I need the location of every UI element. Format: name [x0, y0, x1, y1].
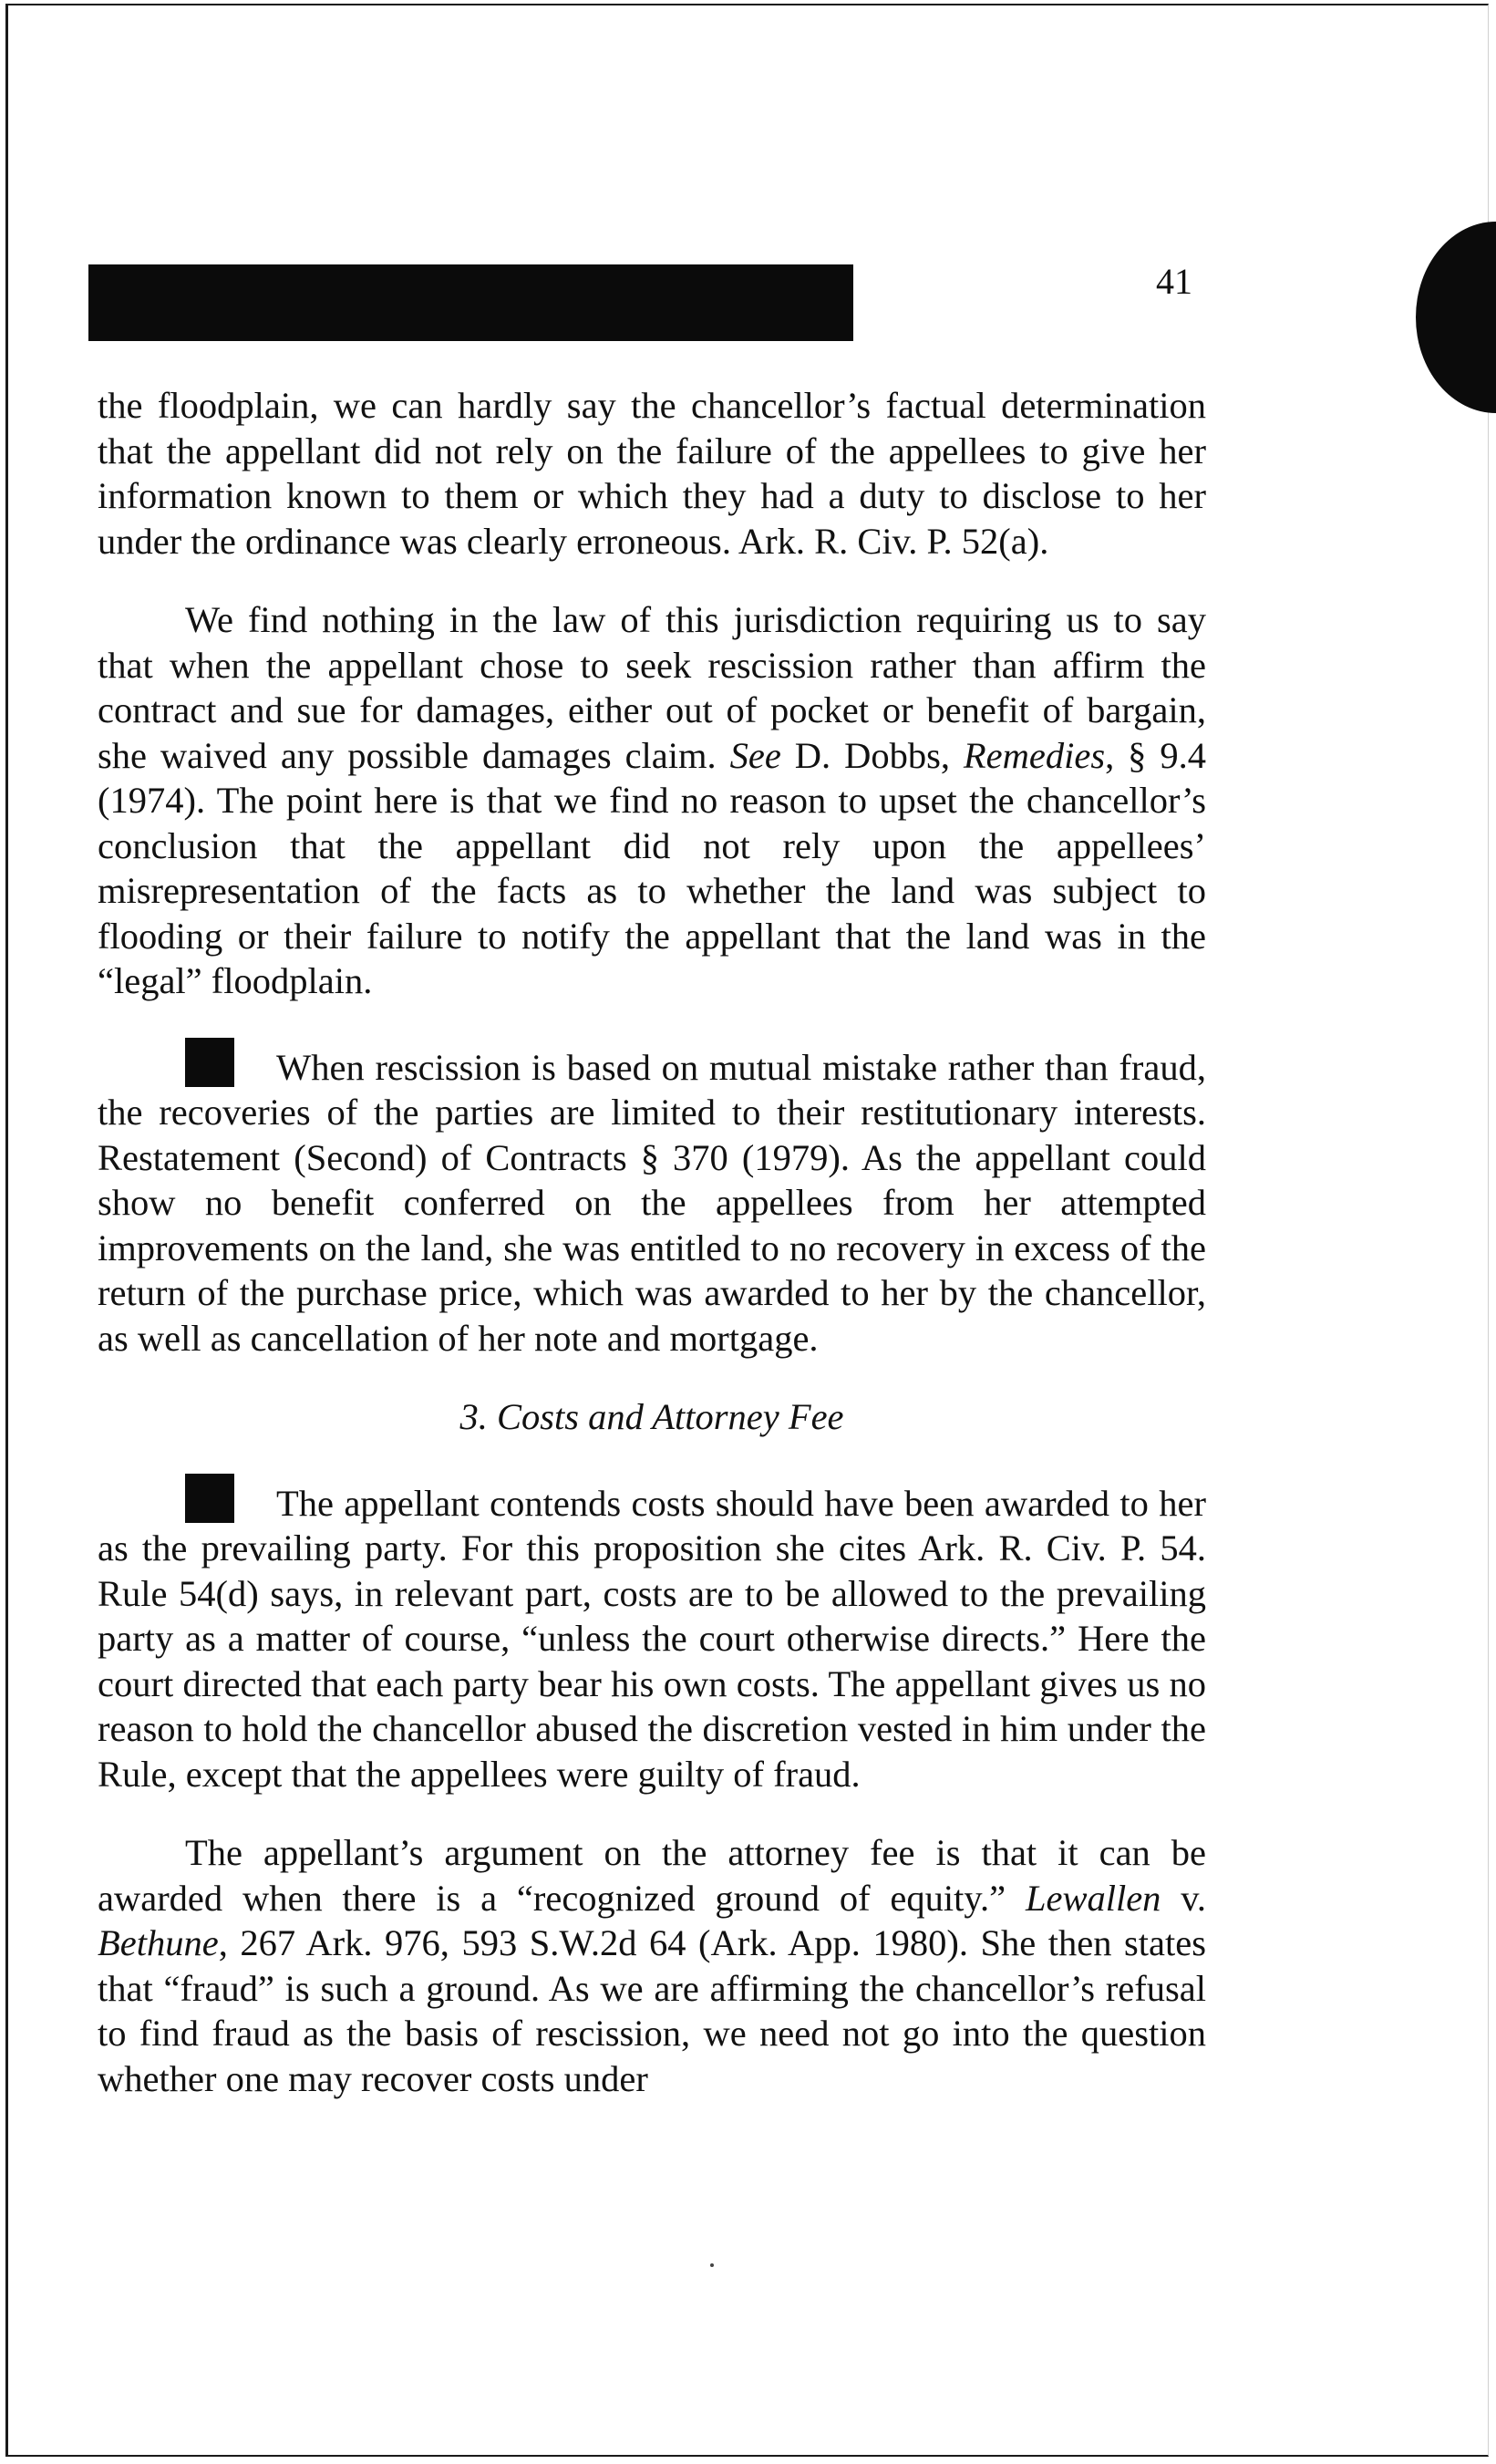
book-title: Remedies	[963, 734, 1106, 776]
citation-signal: See	[729, 734, 781, 776]
opinion-text	[98, 383, 1206, 2101]
text-run: , § 9.4 (1974). The point here is that we find no reason to upset the chancellor’s conclusion that the appellant did not rely upon the appellees’ misrepresentation of the facts as to whether the land was subject to flooding or their failure to notify the appellant that the land was in the “legal” floodplain.	[98, 734, 1206, 1001]
paragraph-attorney-fee	[98, 1830, 1206, 2101]
headnote-marker	[185, 1474, 234, 1523]
print-speck	[710, 2263, 714, 2267]
case-name: Bethune	[98, 1922, 219, 1963]
page-number: 41	[1156, 261, 1192, 302]
text-run: The appellant’s argument on the attorney fee is that it can be awarded when there is a “recognized ground of equity.”	[98, 1832, 1206, 1919]
redacted-running-header	[88, 264, 853, 341]
headnote-marker	[185, 1038, 234, 1087]
paragraph-rescission-damages	[98, 597, 1206, 1004]
paragraph-floodplain: the floodplain, we can hardly say the chancellor’s factual determination that the appellant did not rely on the failure of the appellees to give her information known to them or which they had a duty to disclose to her under the ordinance was clearly erroneous. Ark. R. Civ. P. 52(a).	[98, 385, 1206, 562]
case-name: Lewallen	[1025, 1877, 1161, 1919]
text-run: , 267 Ark. 976, 593 S.W.2d 64 (Ark. App. 1980). She then states that “fraud” is such a ground. As we are affirming the chancellor’s refusal to find fraud as the basis of rescission, we need not go into the question whether one may recover costs under	[98, 1922, 1206, 2099]
text-run: The appellant contends costs should have been awarded to her as the prevailing party. For this proposition she cites Ark. R. Civ. P. 54. Rule 54(d) says, in relevant part, costs are to be allowed to the prevailing party as a matter of course, “unless the court otherwise directs.” Here the court directed that each party bear his own costs. The appellant gives us no reason to hold the chancellor abused the discretion vested in him under the Rule, except that the appellees were guilty of fraud.	[98, 1482, 1206, 1795]
paragraph-costs	[98, 1474, 1206, 1797]
section-heading: 3. Costs and Attorney Fee	[459, 1396, 844, 1437]
paragraph-mutual-mistake	[98, 1038, 1206, 1361]
text-run: D. Dobbs,	[780, 734, 964, 776]
text-run: We find nothing in the law of this jurisdiction requiring us to say that when the appellant chose to seek rescission rather than affirm the contract and sue for damages, either out of pocket or benefit of bargain, she waived any possible damages claim.	[98, 599, 1206, 776]
text-run: When rescission is based on mutual mistake rather than fraud, the recoveries of the parties are limited to their restitutionary interests. Restatement (Second) of Contracts § 370 (1979). As the appellant could show no benefit conferred on the appellees from her attempted improvements on the land, she was entitled to no recovery in excess of the return of the purchase price, which was awarded to her by the chancellor, as well as cancellation of her note and mortgage.	[98, 1046, 1206, 1359]
text-run: v.	[1161, 1877, 1206, 1919]
